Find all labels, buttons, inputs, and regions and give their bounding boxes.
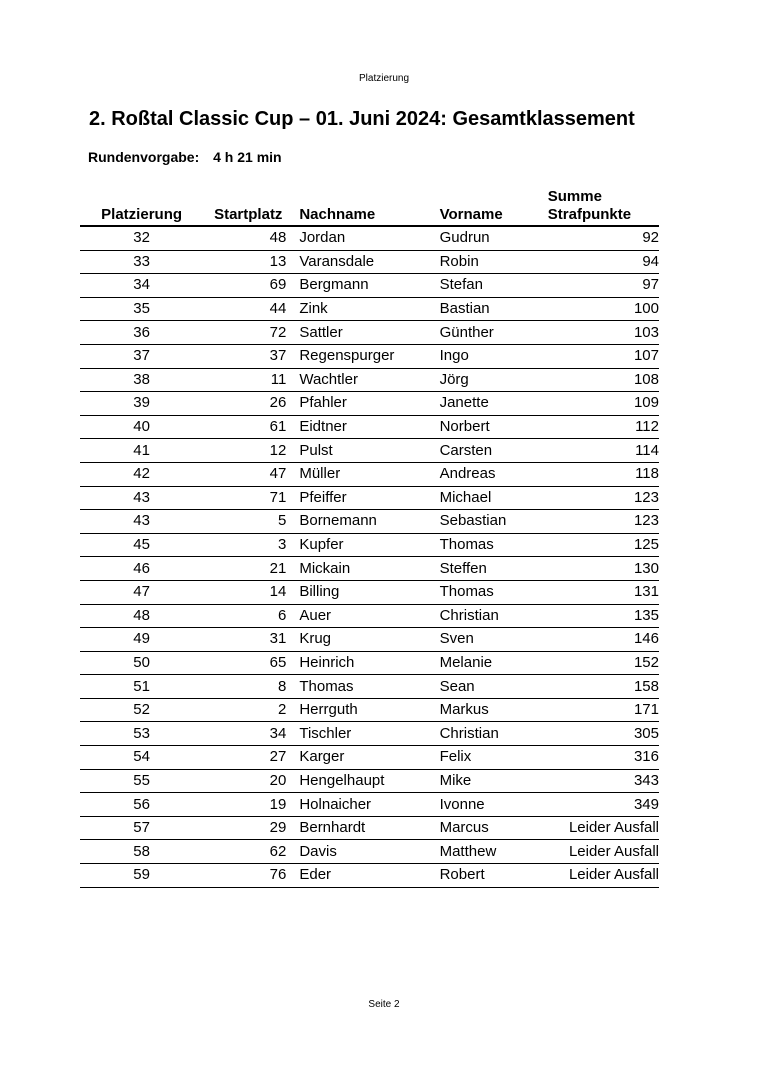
cell-start: 2 xyxy=(203,698,293,722)
table-row xyxy=(80,557,659,581)
table-row xyxy=(80,604,659,628)
cell-lastname: Sattler xyxy=(293,321,439,345)
cell-start: 65 xyxy=(203,651,293,675)
cell-start: 62 xyxy=(203,840,293,864)
cell-place: 51 xyxy=(80,675,203,699)
cell-lastname: Mickain xyxy=(293,557,439,581)
cell-points: 316 xyxy=(548,746,659,770)
cell-place: 50 xyxy=(80,651,203,675)
cell-points: 123 xyxy=(548,510,659,534)
cell-firstname: Ingo xyxy=(440,344,548,368)
cell-place: 45 xyxy=(80,533,203,557)
cell-points: Leider Ausfall xyxy=(548,816,659,840)
cell-lastname: Heinrich xyxy=(293,651,439,675)
table-row xyxy=(80,769,659,793)
table-row xyxy=(80,864,659,888)
table-row xyxy=(80,226,659,250)
table-row xyxy=(80,415,659,439)
cell-place: 49 xyxy=(80,628,203,652)
table-row xyxy=(80,486,659,510)
cell-lastname: Müller xyxy=(293,462,439,486)
table-row xyxy=(80,793,659,817)
cell-firstname: Christian xyxy=(440,722,548,746)
table-row xyxy=(80,840,659,864)
cell-start: 71 xyxy=(203,486,293,510)
table-row xyxy=(80,392,659,416)
round-value: 4 h 21 min xyxy=(213,149,282,165)
table-row xyxy=(80,746,659,770)
table-row xyxy=(80,580,659,604)
cell-firstname: Robin xyxy=(440,250,548,274)
cell-place: 37 xyxy=(80,344,203,368)
cell-firstname: Sven xyxy=(440,628,548,652)
round-label: Rundenvorgabe: xyxy=(88,149,200,165)
cell-place: 58 xyxy=(80,840,203,864)
cell-lastname: Bornemann xyxy=(293,510,439,534)
cell-place: 35 xyxy=(80,297,203,321)
column-header-points-line2: Strafpunkte xyxy=(547,206,632,223)
cell-place: 34 xyxy=(80,274,203,298)
cell-place: 46 xyxy=(80,557,203,581)
cell-firstname: Michael xyxy=(440,486,548,510)
cell-start: 27 xyxy=(203,746,293,770)
results-table-header xyxy=(80,186,659,226)
column-header-points-line1: Summe xyxy=(547,188,602,205)
cell-start: 69 xyxy=(203,274,293,298)
cell-firstname: Markus xyxy=(440,698,548,722)
cell-firstname: Gudrun xyxy=(440,226,548,250)
page-footer: Seite 2 xyxy=(368,999,400,1010)
cell-firstname: Steffen xyxy=(440,557,548,581)
cell-lastname: Krug xyxy=(293,628,439,652)
cell-start: 47 xyxy=(203,462,293,486)
cell-start: 26 xyxy=(203,392,293,416)
column-header-firstname: Vorname xyxy=(440,186,548,226)
table-row xyxy=(80,816,659,840)
table-row xyxy=(80,297,659,321)
cell-lastname: Billing xyxy=(293,580,439,604)
cell-points: 146 xyxy=(548,628,659,652)
column-header-start: Startplatz xyxy=(203,186,293,226)
cell-start: 14 xyxy=(203,580,293,604)
cell-firstname: Janette xyxy=(440,392,548,416)
cell-firstname: Günther xyxy=(440,321,548,345)
table-row xyxy=(80,698,659,722)
cell-place: 57 xyxy=(80,816,203,840)
cell-place: 43 xyxy=(80,510,203,534)
results-table-body xyxy=(80,226,659,887)
cell-start: 13 xyxy=(203,250,293,274)
cell-points: 107 xyxy=(548,344,659,368)
column-header-lastname: Nachname xyxy=(293,186,439,226)
document-title: 2. Roßtal Classic Cup – 01. Juni 2024: Gesamtklassement xyxy=(89,108,635,130)
cell-start: 11 xyxy=(203,368,293,392)
cell-lastname: Bergmann xyxy=(293,274,439,298)
cell-place: 48 xyxy=(80,604,203,628)
cell-points: 112 xyxy=(548,415,659,439)
table-row xyxy=(80,628,659,652)
table-row xyxy=(80,510,659,534)
table-row xyxy=(80,533,659,557)
table-row xyxy=(80,462,659,486)
cell-lastname: Pfahler xyxy=(293,392,439,416)
cell-points: 123 xyxy=(548,486,659,510)
table-row xyxy=(80,651,659,675)
column-header-place: Platzierung xyxy=(80,186,203,226)
cell-firstname: Sebastian xyxy=(440,510,548,534)
cell-points: 125 xyxy=(548,533,659,557)
cell-place: 32 xyxy=(80,226,203,250)
cell-start: 29 xyxy=(203,816,293,840)
cell-firstname: Mike xyxy=(440,769,548,793)
cell-place: 59 xyxy=(80,864,203,888)
cell-lastname: Karger xyxy=(293,746,439,770)
table-row xyxy=(80,250,659,274)
cell-lastname: Tischler xyxy=(293,722,439,746)
cell-lastname: Holnaicher xyxy=(293,793,439,817)
cell-points: 135 xyxy=(548,604,659,628)
table-row xyxy=(80,439,659,463)
cell-start: 37 xyxy=(203,344,293,368)
column-header-points xyxy=(548,186,659,226)
header-row xyxy=(80,186,659,226)
cell-points: Leider Ausfall xyxy=(548,864,659,888)
cell-firstname: Marcus xyxy=(440,816,548,840)
cell-place: 47 xyxy=(80,580,203,604)
cell-start: 5 xyxy=(203,510,293,534)
cell-firstname: Jörg xyxy=(440,368,548,392)
cell-points: 131 xyxy=(548,580,659,604)
cell-firstname: Matthew xyxy=(440,840,548,864)
cell-points: 171 xyxy=(548,698,659,722)
cell-points: 118 xyxy=(548,462,659,486)
table-row xyxy=(80,274,659,298)
cell-lastname: Thomas xyxy=(293,675,439,699)
cell-start: 8 xyxy=(203,675,293,699)
cell-points: 94 xyxy=(548,250,659,274)
cell-place: 56 xyxy=(80,793,203,817)
cell-start: 21 xyxy=(203,557,293,581)
cell-firstname: Melanie xyxy=(440,651,548,675)
cell-lastname: Bernhardt xyxy=(293,816,439,840)
cell-firstname: Carsten xyxy=(440,439,548,463)
cell-start: 31 xyxy=(203,628,293,652)
cell-lastname: Eidtner xyxy=(293,415,439,439)
cell-start: 3 xyxy=(203,533,293,557)
cell-points: 109 xyxy=(548,392,659,416)
cell-points: 158 xyxy=(548,675,659,699)
cell-lastname: Regenspurger xyxy=(293,344,439,368)
cell-lastname: Auer xyxy=(293,604,439,628)
cell-firstname: Andreas xyxy=(440,462,548,486)
cell-lastname: Hengelhaupt xyxy=(293,769,439,793)
cell-start: 76 xyxy=(203,864,293,888)
cell-points: 343 xyxy=(548,769,659,793)
cell-points: 100 xyxy=(548,297,659,321)
cell-place: 36 xyxy=(80,321,203,345)
cell-firstname: Felix xyxy=(440,746,548,770)
cell-start: 20 xyxy=(203,769,293,793)
cell-firstname: Thomas xyxy=(440,533,548,557)
cell-start: 6 xyxy=(203,604,293,628)
cell-firstname: Robert xyxy=(440,864,548,888)
cell-points: 92 xyxy=(548,226,659,250)
cell-start: 34 xyxy=(203,722,293,746)
table-row xyxy=(80,722,659,746)
cell-place: 41 xyxy=(80,439,203,463)
cell-points: 108 xyxy=(548,368,659,392)
cell-lastname: Wachtler xyxy=(293,368,439,392)
cell-lastname: Varansdale xyxy=(293,250,439,274)
cell-start: 61 xyxy=(203,415,293,439)
table-row xyxy=(80,368,659,392)
cell-firstname: Norbert xyxy=(440,415,548,439)
cell-lastname: Eder xyxy=(293,864,439,888)
cell-points: 103 xyxy=(548,321,659,345)
cell-place: 42 xyxy=(80,462,203,486)
cell-points: 152 xyxy=(548,651,659,675)
cell-lastname: Kupfer xyxy=(293,533,439,557)
cell-place: 40 xyxy=(80,415,203,439)
cell-firstname: Sean xyxy=(440,675,548,699)
table-row xyxy=(80,344,659,368)
cell-place: 52 xyxy=(80,698,203,722)
cell-points: 97 xyxy=(548,274,659,298)
cell-place: 54 xyxy=(80,746,203,770)
cell-place: 55 xyxy=(80,769,203,793)
cell-firstname: Christian xyxy=(440,604,548,628)
cell-start: 48 xyxy=(203,226,293,250)
table-row xyxy=(80,675,659,699)
cell-start: 12 xyxy=(203,439,293,463)
cell-points: 114 xyxy=(548,439,659,463)
cell-place: 43 xyxy=(80,486,203,510)
cell-lastname: Pfeiffer xyxy=(293,486,439,510)
cell-firstname: Bastian xyxy=(440,297,548,321)
cell-start: 44 xyxy=(203,297,293,321)
cell-firstname: Ivonne xyxy=(440,793,548,817)
cell-place: 39 xyxy=(80,392,203,416)
page-header: Platzierung xyxy=(358,73,410,84)
round-info xyxy=(88,149,282,165)
cell-points: 349 xyxy=(548,793,659,817)
cell-start: 19 xyxy=(203,793,293,817)
cell-firstname: Stefan xyxy=(440,274,548,298)
cell-place: 38 xyxy=(80,368,203,392)
cell-points: Leider Ausfall xyxy=(548,840,659,864)
cell-points: 130 xyxy=(548,557,659,581)
table-row xyxy=(80,321,659,345)
cell-lastname: Pulst xyxy=(293,439,439,463)
results-table xyxy=(80,186,659,888)
cell-lastname: Herrguth xyxy=(293,698,439,722)
cell-points: 305 xyxy=(548,722,659,746)
cell-lastname: Jordan xyxy=(293,226,439,250)
cell-firstname: Thomas xyxy=(440,580,548,604)
cell-lastname: Davis xyxy=(293,840,439,864)
cell-place: 33 xyxy=(80,250,203,274)
cell-place: 53 xyxy=(80,722,203,746)
cell-lastname: Zink xyxy=(293,297,439,321)
cell-start: 72 xyxy=(203,321,293,345)
